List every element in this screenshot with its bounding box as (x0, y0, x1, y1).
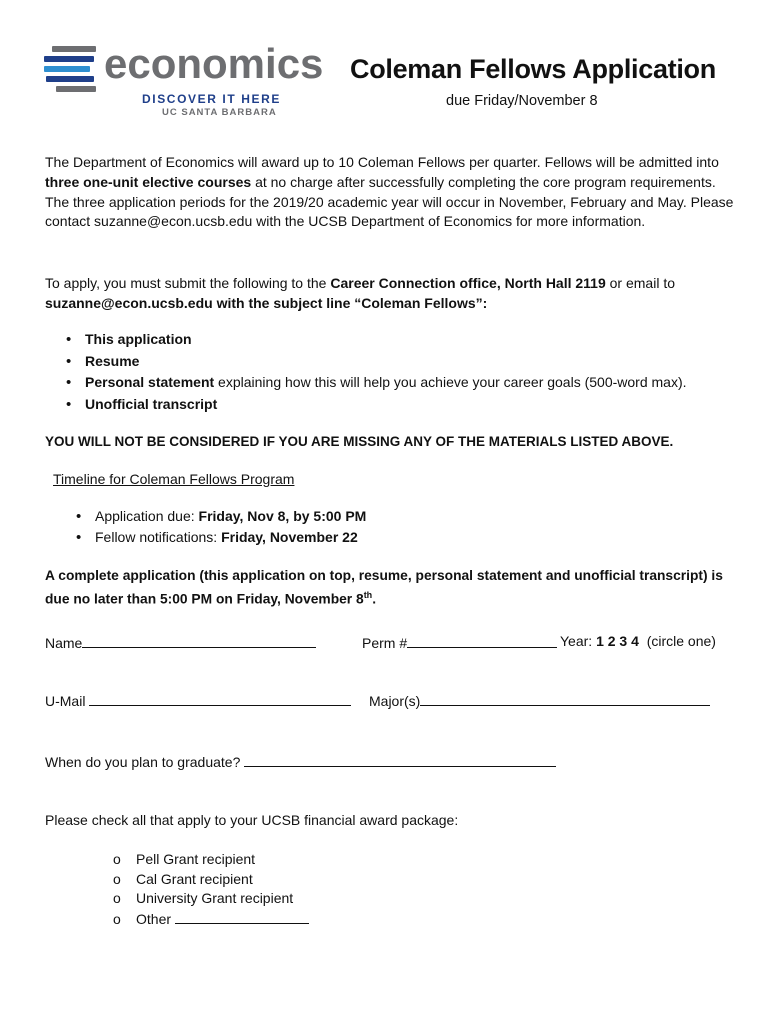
umail-field[interactable]: U-Mail (45, 691, 351, 709)
major-field[interactable]: Major(s) (369, 691, 710, 709)
materials-list (63, 329, 687, 415)
timeline-heading: Timeline for Coleman Fellows Program (53, 471, 295, 487)
year-field[interactable]: Year: 1 2 3 4 (circle one) (560, 633, 716, 649)
financial-aid-prompt: Please check all that apply to your UCSB financial award package: (45, 812, 459, 828)
logo-bars-icon (44, 46, 96, 92)
list-item: • This application (63, 329, 687, 351)
name-field[interactable]: Name (45, 633, 316, 651)
due-date: due Friday/November 8 (446, 93, 598, 109)
timeline-list (73, 506, 366, 548)
checkbox-pell-grant[interactable]: o Pell Grant recipient (113, 851, 256, 867)
missing-materials-warning: YOU WILL NOT BE CONSIDERED IF YOU ARE MISSING ANY OF THE MATERIALS LISTED ABOVE. (45, 434, 674, 449)
list-item: • Application due: Friday, Nov 8, by 5:00 PM (73, 506, 366, 527)
page-title: Coleman Fellows Application (350, 54, 716, 84)
list-item: • Unofficial transcript (63, 394, 687, 416)
checkbox-other[interactable]: o Other (113, 909, 309, 929)
intro-paragraph: The Department of Economics will award up to 10 Coleman Fellows per quarter. Fellows will be admitted into three one-unit elective courses at no charge after successfully completing the core program requirements. The three application periods for the 2019/20 academic year will occur in November, February and May. Please contact suzanne@econ.ucsb.edu with the UCSB Department of Economics for more information. (45, 154, 734, 230)
logo-subtitle: UC SANTA BARBARA (162, 107, 277, 118)
financial-aid-options (113, 850, 309, 928)
perm-field[interactable]: Perm # (362, 633, 557, 651)
checkbox-cal-grant[interactable]: o Cal Grant recipient (113, 870, 253, 887)
list-item: • Fellow notifications: Friday, November 22 (73, 527, 366, 548)
list-item: • Resume (63, 351, 687, 373)
logo-wordmark: economics (104, 40, 324, 87)
list-item: • Personal statement explaining how this will help you achieve your career goals (500-word max). (63, 372, 687, 394)
apply-instructions: To apply, you must submit the following to the Career Connection office, North Hall 2119 or email to suzanne@econ.ucsb.edu with the subject line “Coleman Fellows”: (45, 275, 675, 311)
checkbox-university-grant[interactable]: o University Grant recipient (113, 890, 294, 907)
deadline-note: A complete application (this application on top, resume, personal statement and unofficial transcript) is due no later than 5:00 PM on Friday, November 8th. (45, 568, 723, 607)
graduate-field[interactable]: When do you plan to graduate? (45, 752, 556, 770)
economics-logo (44, 40, 334, 120)
logo-tagline: DISCOVER IT HERE (142, 92, 281, 106)
